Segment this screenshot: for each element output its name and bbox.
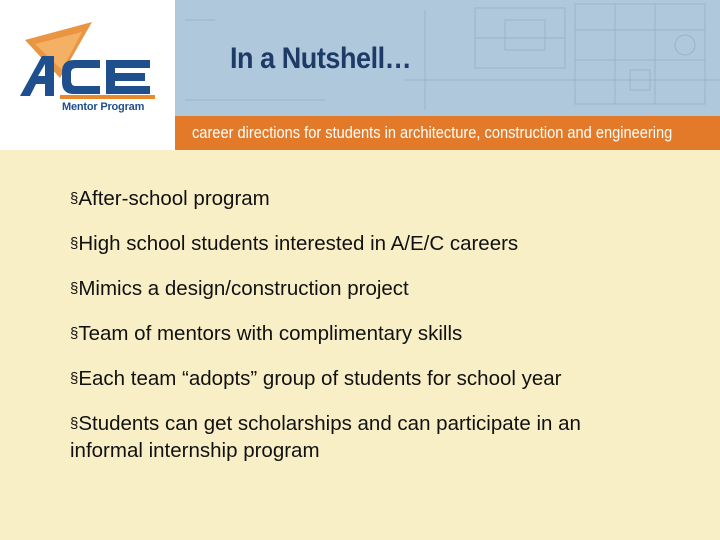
bullet-marker-icon: § [70,325,79,342]
list-item-text: High school students interested in A/E/C careers [78,232,519,255]
list-item [70,411,690,463]
bullet-list [70,186,690,481]
list-item-continuation: informal internship program [70,439,320,462]
bullet-marker-icon: § [70,190,79,207]
tagline: career directions for students in architecture, construction and engineering [192,123,673,142]
list-item-text: After-school program [78,187,270,210]
bullet-marker-icon: § [70,235,79,252]
ace-logo [0,0,175,150]
list-item [70,276,690,303]
list-item [70,231,690,258]
page-title: In a Nutshell… [230,42,412,75]
header-banner [175,0,720,150]
tagline-bar [175,116,720,150]
bullet-marker-icon: § [70,415,79,432]
list-item-text: Mimics a design/construction project [78,277,409,300]
list-item [70,186,690,213]
list-item [70,366,690,393]
list-item-text: Team of mentors with complimentary skills [78,322,463,345]
bullet-marker-icon: § [70,370,79,387]
logo-subtitle: Mentor Program [62,101,145,113]
list-item [70,321,690,348]
ace-logo-icon [0,0,175,150]
list-item-text: Students can get scholarships and can participate in an [78,412,581,435]
bullet-marker-icon: § [70,280,79,297]
list-item-text: Each team “adopts” group of students for school year [78,367,562,390]
